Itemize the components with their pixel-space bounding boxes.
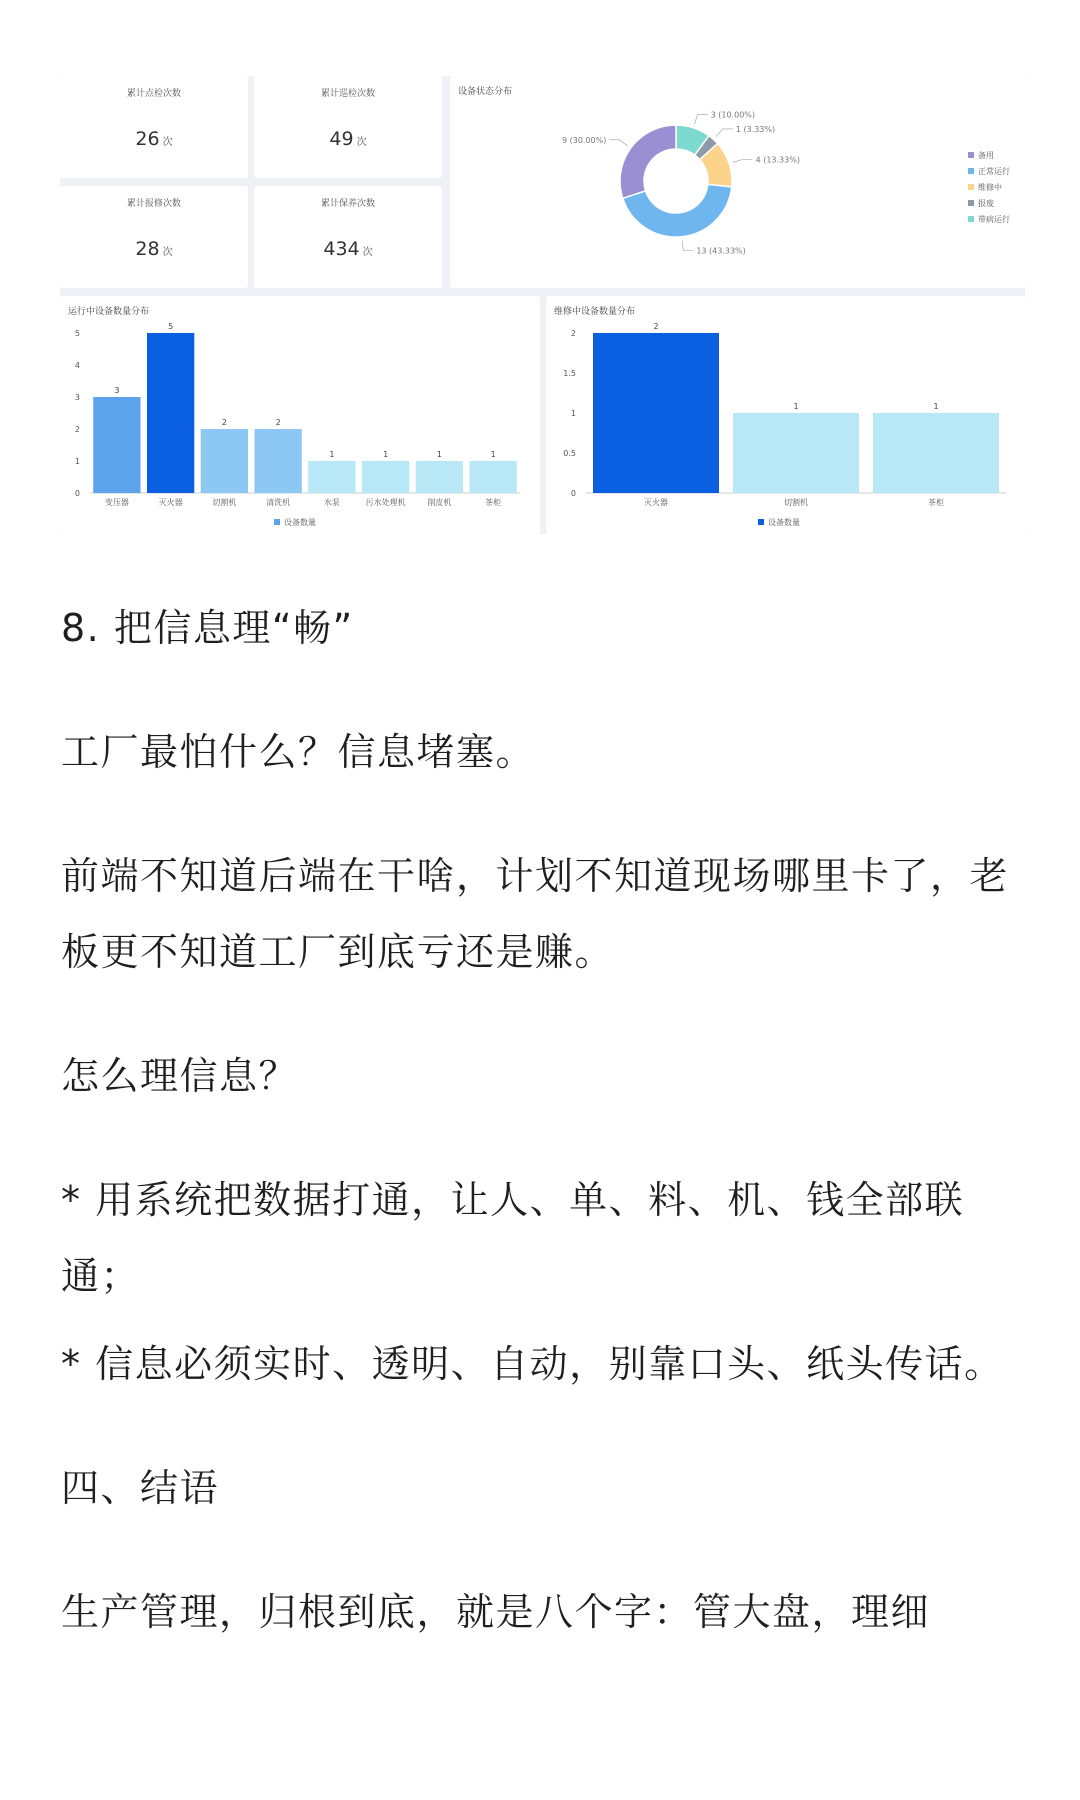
bar-value-label: 5 — [168, 322, 174, 331]
pie-label-line — [733, 159, 753, 162]
chart-title: 维修中设备数量分布 — [554, 307, 636, 317]
legend-swatch — [274, 519, 280, 525]
stat-label: 累计保养次数 — [320, 199, 375, 209]
x-tick-label: 灭火器 — [644, 498, 668, 507]
x-tick-label: 清洗机 — [266, 498, 291, 507]
pie-slice-label: 13 (43.33%) — [696, 246, 746, 256]
bar-value-label: 1 — [490, 450, 496, 459]
status-distribution-card — [450, 76, 1025, 288]
x-tick-label: 灭火器 — [158, 498, 183, 507]
legend-label: 备用 — [978, 151, 994, 160]
bullet-item: * 信息必须实时、透明、自动，别靠口头、纸头传话。 — [61, 1342, 1004, 1386]
x-tick-label: 削皮机 — [427, 498, 452, 507]
y-tick-label: 2 — [570, 329, 576, 338]
stat-label: 累计巡检次数 — [320, 89, 375, 99]
y-tick-label: 0 — [570, 489, 576, 498]
legend-swatch — [968, 152, 974, 158]
bar-value-label: 1 — [329, 450, 335, 459]
paragraph: 生产管理，归根到底，就是八个字：管大盘，理细 — [61, 1590, 931, 1634]
bar-灭火器 — [593, 333, 719, 493]
x-tick-label: 茶柜 — [485, 498, 502, 507]
pie-slice-label: 1 (3.33%) — [735, 124, 776, 134]
y-tick-label: 5 — [74, 329, 80, 338]
y-tick-label: 2 — [74, 425, 80, 434]
running-equipment-card — [60, 296, 540, 534]
paragraph: 怎么理信息？ — [61, 1054, 299, 1098]
pie-slice-label: 3 (10.00%) — [710, 110, 756, 120]
paragraph: 前端不知道后端在干啥，计划不知道现场哪里卡了，老板更不知道工厂到底亏还是赚。 — [61, 854, 1010, 974]
bar-变压器 — [93, 397, 140, 493]
paragraph: 工厂最怕什么？信息堵塞。 — [61, 730, 536, 774]
pie-label-line — [682, 241, 693, 251]
bar-value-label: 1 — [436, 450, 442, 459]
repair-equipment-card — [546, 296, 1025, 534]
stat-value: 26 次 — [135, 128, 173, 150]
stat-label: 累计点检次数 — [126, 89, 181, 99]
stat-value: 434 次 — [323, 238, 373, 260]
legend-swatch — [758, 519, 764, 525]
x-tick-label: 切割机 — [212, 498, 237, 507]
article-body — [61, 590, 1021, 1650]
section-heading-8: 8. 把信息理“畅” — [61, 606, 354, 650]
bar-清洗机 — [254, 429, 301, 493]
bar-切割机 — [733, 413, 859, 493]
section-heading-4: 四、结语 — [61, 1466, 220, 1510]
repair-bar-chart — [546, 296, 1025, 534]
pie-slice-label: 4 (13.33%) — [755, 155, 800, 165]
legend-label: 正常运行 — [978, 167, 1010, 176]
pie-slice-label: 9 (30.00%) — [561, 135, 607, 145]
bar-切割机 — [201, 429, 248, 493]
legend-swatch — [968, 168, 974, 174]
pie-label-line — [695, 114, 708, 124]
pie-label-line — [609, 140, 627, 146]
x-tick-label: 污水处理机 — [365, 498, 406, 507]
stat-card-repair — [60, 186, 248, 288]
bar-value-label: 2 — [221, 418, 227, 427]
equipment-dashboard-screenshot — [60, 76, 1025, 534]
y-tick-label: 0.5 — [563, 449, 576, 458]
bar-value-label: 1 — [793, 402, 799, 411]
stat-card-spot-check — [60, 76, 248, 178]
x-tick-label: 茶柜 — [928, 498, 944, 507]
y-tick-label: 4 — [74, 361, 80, 370]
x-tick-label: 切割机 — [784, 498, 808, 507]
bar-削皮机 — [416, 461, 463, 493]
chart-title: 设备状态分布 — [458, 87, 513, 97]
legend-label: 维修中 — [978, 183, 1002, 192]
bar-水泵 — [308, 461, 355, 493]
x-tick-label: 水泵 — [323, 498, 340, 507]
running-bar-chart — [60, 296, 540, 534]
legend-swatch — [968, 184, 974, 190]
legend-swatch — [968, 216, 974, 222]
bullet-item: * 用系统把数据打通，让人、单、料、机、钱全部联通； — [61, 1178, 965, 1298]
bar-灭火器 — [147, 333, 194, 493]
legend-label: 带病运行 — [978, 215, 1010, 224]
bar-value-label: 2 — [275, 418, 281, 427]
legend-label: 设备数量 — [284, 518, 316, 527]
legend-swatch — [968, 200, 974, 206]
stat-value: 49 次 — [329, 128, 367, 150]
stat-value: 28 次 — [135, 238, 173, 260]
legend-label: 报废 — [978, 199, 994, 208]
stat-label: 累计报修次数 — [126, 199, 181, 209]
bar-茶柜 — [469, 461, 516, 493]
bar-value-label: 1 — [933, 402, 939, 411]
pie-label-line — [716, 129, 733, 136]
stat-card-maintenance — [254, 186, 442, 288]
bar-value-label: 1 — [383, 450, 389, 459]
stat-card-patrol — [254, 76, 442, 178]
y-tick-label: 1 — [570, 409, 576, 418]
pie-slice-备用 — [620, 125, 676, 198]
legend-label: 设备数量 — [768, 518, 800, 527]
y-tick-label: 1 — [74, 457, 80, 466]
y-tick-label: 3 — [74, 393, 80, 402]
bar-value-label: 2 — [653, 322, 659, 331]
x-tick-label: 变压器 — [104, 498, 129, 507]
bar-茶柜 — [873, 413, 999, 493]
chart-title: 运行中设备数量分布 — [68, 307, 150, 317]
y-tick-label: 0 — [74, 489, 80, 498]
y-tick-label: 1.5 — [563, 369, 576, 378]
bar-污水处理机 — [362, 461, 409, 493]
donut-chart — [450, 76, 1025, 288]
bar-value-label: 3 — [114, 386, 120, 395]
